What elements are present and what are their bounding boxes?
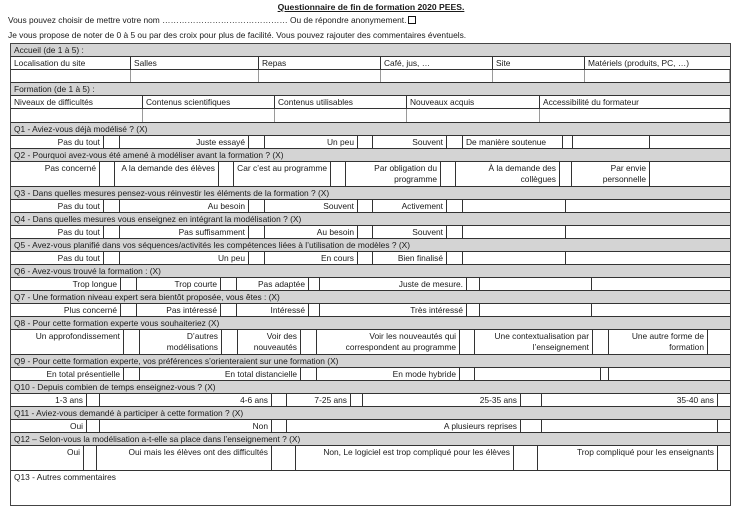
scale-instruction: Je vous propose de noter de 0 à 5 ou par des croix pour plus de facilité. Vous pouvez rajouter des commentaires éventuels. xyxy=(8,30,467,40)
question-8-label: Q8 - Pour cette formation experte vous souhaiteriez (X) xyxy=(11,317,730,330)
accueil-answer-repas[interactable] xyxy=(259,70,381,82)
question-4-options xyxy=(11,226,730,239)
q8-option-nouveautes: Voir des nouveautés xyxy=(238,330,301,354)
question-3-options xyxy=(11,200,730,213)
q2-option-envie: Par envie personnelle xyxy=(572,162,650,186)
q7-option-pas-interesse: Pas intéressé xyxy=(137,304,221,316)
q5-option-bien-finalise: Bien finalisé xyxy=(373,252,447,264)
q8-checkbox-3[interactable] xyxy=(301,330,317,354)
q10-option-25-35: 25-35 ans xyxy=(363,394,521,406)
q6-checkbox-1[interactable] xyxy=(121,278,137,290)
q1-option-pas-du-tout: Pas du tout xyxy=(11,136,104,148)
q2-checkbox-6[interactable] xyxy=(650,162,730,186)
q6-option-trop-longue: Trop longue xyxy=(11,278,121,290)
q1-option-souvent: Souvent xyxy=(373,136,447,148)
q4-checkbox-1[interactable] xyxy=(104,226,120,238)
q11-checkbox-1[interactable] xyxy=(87,420,100,432)
question-11-options xyxy=(11,420,730,433)
q9-option-presentielle: En total présentielle xyxy=(11,368,124,380)
q6-option-trop-courte: Trop courte xyxy=(137,278,221,290)
q4-extra-cell xyxy=(463,226,566,238)
q9-checkbox-1[interactable] xyxy=(124,368,140,380)
q1-extra-cell xyxy=(650,136,730,148)
q6-extra-cell xyxy=(480,278,592,290)
question-7-options xyxy=(11,304,730,317)
q12-checkbox-4[interactable] xyxy=(718,446,730,470)
q5-checkbox-4[interactable] xyxy=(447,252,463,264)
accueil-answer-localisation[interactable] xyxy=(11,70,131,82)
question-12-label: Q12 – Selon-vous la modélisation a-t-elle sa place dans l’enseignement ? (X) xyxy=(11,433,730,446)
q8-option-contextualisation: Une contextualisation par l’enseignement xyxy=(475,330,593,354)
questionnaire-table xyxy=(10,43,731,506)
q2-option-programme: Car c’est au programme xyxy=(234,162,331,186)
question-9-label: Q9 - Pour cette formation experte, vos préférences s’orienteraient sur une formation (X) xyxy=(11,355,730,368)
q9-extra-cell xyxy=(609,368,730,380)
question-12-options xyxy=(11,446,730,471)
name-instruction-text: Vous pouvez choisir de mettre votre nom ……………………………………… Ou de répondre anonymement. xyxy=(8,15,407,25)
formation-answer-acquis[interactable] xyxy=(407,109,540,122)
q1-checkbox-2[interactable] xyxy=(249,136,265,148)
q8-option-nouveautes-programme: Voir les nouveautés qui correspondent au programme xyxy=(317,330,460,354)
q4-option-pas-suffisamment: Pas suffisamment xyxy=(120,226,249,238)
q7-checkbox-4[interactable] xyxy=(467,304,480,316)
accueil-col-salles: Salles xyxy=(131,57,259,69)
q4-option-pas-du-tout: Pas du tout xyxy=(11,226,104,238)
q2-option-pas-concerne: Pas concerné xyxy=(11,162,100,186)
question-6-options xyxy=(11,278,730,291)
q4-option-souvent: Souvent xyxy=(373,226,447,238)
q8-checkbox-6[interactable] xyxy=(708,330,730,354)
accueil-answer-salles[interactable] xyxy=(131,70,259,82)
q9-extra-cell xyxy=(475,368,601,380)
anonymous-checkbox[interactable] xyxy=(408,16,416,24)
q2-checkbox-1[interactable] xyxy=(100,162,115,186)
q8-checkbox-4[interactable] xyxy=(460,330,475,354)
q2-option-demande-eleves: A la demande des élèves xyxy=(115,162,219,186)
section-header-accueil: Accueil (de 1 à 5) : xyxy=(11,44,730,57)
q7-checkbox-1[interactable] xyxy=(121,304,137,316)
question-2-options xyxy=(11,162,730,187)
q7-checkbox-3[interactable] xyxy=(309,304,320,316)
q10-option-4-6: 4-6 ans xyxy=(100,394,272,406)
question-10-options xyxy=(11,394,730,407)
question-2-label: Q2 - Pourquoi avez-vous été amené à modéliser avant la formation ? (X) xyxy=(11,149,730,162)
q10-checkbox-3[interactable] xyxy=(351,394,363,406)
q3-checkbox-1[interactable] xyxy=(104,200,120,212)
q5-checkbox-1[interactable] xyxy=(104,252,120,264)
q12-option-logiciel-complique: Non, Le logiciel est trop compliqué pour les élèves xyxy=(296,446,514,470)
accueil-col-cafe: Café, jus, … xyxy=(381,57,493,69)
q5-checkbox-3[interactable] xyxy=(358,252,373,264)
formation-col-scientifiques: Contenus scientifiques xyxy=(143,96,275,108)
q10-checkbox-4[interactable] xyxy=(521,394,542,406)
q2-checkbox-5[interactable] xyxy=(560,162,572,186)
q1-extra-cell xyxy=(573,136,650,148)
q3-extra-cell xyxy=(463,200,566,212)
q8-checkbox-2[interactable] xyxy=(222,330,238,354)
question-7-label: Q7 - Une formation niveau expert sera bientôt proposée, vous êtes : (X) xyxy=(11,291,730,304)
q8-option-autres-modelisations: D’autres modélisations xyxy=(140,330,222,354)
q7-option-tres-interesse: Très intéressé xyxy=(320,304,467,316)
formation-col-utilisables: Contenus utilisables xyxy=(275,96,407,108)
q1-option-un-peu: Un peu xyxy=(265,136,358,148)
accueil-col-materiels: Matériels (produits, PC, …) xyxy=(588,58,689,68)
formation-answer-utilisables[interactable] xyxy=(275,109,407,122)
question-1-label: Q1 - Aviez-vous déjà modélisé ? (X) xyxy=(11,123,730,136)
accueil-columns-row xyxy=(11,57,730,70)
q3-extra-cell xyxy=(566,200,730,212)
q11-option-non: Non xyxy=(100,420,272,432)
q11-option-plusieurs-reprises: A plusieurs reprises xyxy=(287,420,521,432)
q11-extra-cell xyxy=(718,420,730,432)
q3-option-au-besoin: Au besoin xyxy=(120,200,249,212)
question-3-label: Q3 - Dans quelles mesures pensez-vous réinvestir les éléments de la formation ? (X) xyxy=(11,187,730,200)
q12-checkbox-3[interactable] xyxy=(514,446,538,470)
formation-answer-scientifiques[interactable] xyxy=(143,109,275,122)
formation-answers-row xyxy=(11,109,730,123)
q3-checkbox-2[interactable] xyxy=(249,200,265,212)
q9-option-hybride: En mode hybride xyxy=(317,368,460,380)
q3-option-activement: Activement xyxy=(373,200,447,212)
q5-option-pas-du-tout: Pas du tout xyxy=(11,252,104,264)
question-10-label: Q10 - Depuis combien de temps enseignez-vous ? (X) xyxy=(11,381,730,394)
accueil-answer-materiels[interactable] xyxy=(585,70,730,82)
q7-extra-cell xyxy=(480,304,592,316)
q10-checkbox-5[interactable] xyxy=(718,394,730,406)
question-4-label: Q4 - Dans quelles mesures vous enseignez en intégrant la modélisation ? (X) xyxy=(11,213,730,226)
q3-option-pas-du-tout: Pas du tout xyxy=(11,200,104,212)
q5-extra-cell xyxy=(463,252,566,264)
q10-option-1-3: 1-3 ans xyxy=(11,394,87,406)
q2-checkbox-3[interactable] xyxy=(331,162,346,186)
q6-checkbox-2[interactable] xyxy=(221,278,237,290)
accueil-answers-row xyxy=(11,70,730,83)
formation-col-niveaux: Niveaux de difficultés xyxy=(11,96,143,108)
q6-extra-cell xyxy=(592,278,730,290)
name-instruction xyxy=(8,15,416,25)
q6-option-pas-adaptee: Pas adaptée xyxy=(237,278,309,290)
q6-option-juste-mesure: Juste de mesure. xyxy=(320,278,467,290)
q5-extra-cell xyxy=(566,252,730,264)
formation-columns-row xyxy=(11,96,730,109)
q11-checkbox-2[interactable] xyxy=(272,420,287,432)
question-8-options xyxy=(11,330,730,355)
formation-col-accessibilite: Accessibilité du formateur xyxy=(543,97,639,107)
q4-checkbox-4[interactable] xyxy=(447,226,463,238)
q12-checkbox-2[interactable] xyxy=(272,446,296,470)
q2-checkbox-4[interactable] xyxy=(441,162,456,186)
document-title: Questionnaire de fin de formation 2020 PEES. xyxy=(277,2,465,12)
q10-option-35-40: 35-40 ans xyxy=(542,394,718,406)
q11-option-oui: Oui xyxy=(11,420,87,432)
q4-checkbox-2[interactable] xyxy=(249,226,265,238)
q7-extra-cell xyxy=(592,304,730,316)
q3-checkbox-4[interactable] xyxy=(447,200,463,212)
q11-extra-cell xyxy=(542,420,718,432)
q10-checkbox-2[interactable] xyxy=(272,394,287,406)
q1-checkbox-1[interactable] xyxy=(104,136,120,148)
q5-option-en-cours: En cours xyxy=(265,252,358,264)
question-13-label: Q13 - Autres commentaires xyxy=(14,472,116,482)
q10-option-7-25: 7-25 ans xyxy=(287,394,351,406)
q1-option-juste-essaye: Juste essayé xyxy=(120,136,249,148)
q3-checkbox-3[interactable] xyxy=(358,200,373,212)
q8-option-autre-forme: Une autre forme de formation xyxy=(609,330,708,354)
q7-checkbox-2[interactable] xyxy=(221,304,237,316)
q1-checkbox-5[interactable] xyxy=(563,136,573,148)
formation-answer-niveaux[interactable] xyxy=(11,109,143,122)
q12-option-enseignants: Trop compliqué pour les enseignants xyxy=(538,446,718,470)
q7-option-plus-concerne: Plus concerné xyxy=(11,304,121,316)
q4-option-au-besoin: Au besoin xyxy=(265,226,358,238)
section-header-formation: Formation (de 1 à 5) : xyxy=(11,83,730,96)
q6-checkbox-3[interactable] xyxy=(309,278,320,290)
q9-option-distancielle: En total distancielle xyxy=(140,368,301,380)
question-9-options xyxy=(11,368,730,381)
q12-option-oui: Oui xyxy=(11,446,84,470)
q12-option-oui-difficultes: Oui mais les élèves ont des difficultés xyxy=(97,446,272,470)
accueil-answer-site[interactable] xyxy=(493,70,585,82)
q5-option-un-peu: Un peu xyxy=(120,252,249,264)
q4-extra-cell xyxy=(566,226,730,238)
formation-answer-accessibilite[interactable] xyxy=(540,109,730,122)
accueil-answer-cafe[interactable] xyxy=(381,70,493,82)
question-5-label: Q5 - Avez-vous planifié dans vos séquences/activités les compétences liées à l’utilisation de modèles ? (X) xyxy=(11,239,730,252)
q5-checkbox-2[interactable] xyxy=(249,252,265,264)
q1-option-soutenue: De manière soutenue xyxy=(463,136,563,148)
q1-checkbox-3[interactable] xyxy=(358,136,373,148)
accueil-col-localisation: Localisation du site xyxy=(11,57,131,69)
question-5-options xyxy=(11,252,730,265)
q2-option-obligation: Par obligation du programme xyxy=(346,162,441,186)
q12-checkbox-1[interactable] xyxy=(84,446,97,470)
q9-checkbox-2[interactable] xyxy=(301,368,317,380)
question-1-options xyxy=(11,136,730,149)
q3-option-souvent: Souvent xyxy=(265,200,358,212)
q11-checkbox-3[interactable] xyxy=(521,420,542,432)
formation-col-acquis: Nouveaux acquis xyxy=(407,96,540,108)
accueil-col-site: Site xyxy=(493,57,585,69)
q6-checkbox-4[interactable] xyxy=(467,278,480,290)
q2-option-collegues: À la demande des collègues xyxy=(456,162,560,186)
q8-option-approfondissement: Un approfondissement xyxy=(11,330,124,354)
q8-checkbox-1[interactable] xyxy=(124,330,140,354)
q4-checkbox-3[interactable] xyxy=(358,226,373,238)
q9-checkbox-3[interactable] xyxy=(460,368,475,380)
q2-checkbox-2[interactable] xyxy=(219,162,234,186)
q7-option-interesse: Intéressé xyxy=(237,304,309,316)
question-13-comments[interactable] xyxy=(11,471,730,505)
q9-extra-cell xyxy=(601,368,609,380)
accueil-col-repas: Repas xyxy=(259,57,381,69)
q1-checkbox-4[interactable] xyxy=(447,136,463,148)
question-11-label: Q11 - Aviez-vous demandé à participer à cette formation ? (X) xyxy=(11,407,730,420)
q10-checkbox-1[interactable] xyxy=(87,394,100,406)
question-6-label: Q6 - Avez-vous trouvé la formation : (X) xyxy=(11,265,730,278)
q8-checkbox-5[interactable] xyxy=(593,330,609,354)
